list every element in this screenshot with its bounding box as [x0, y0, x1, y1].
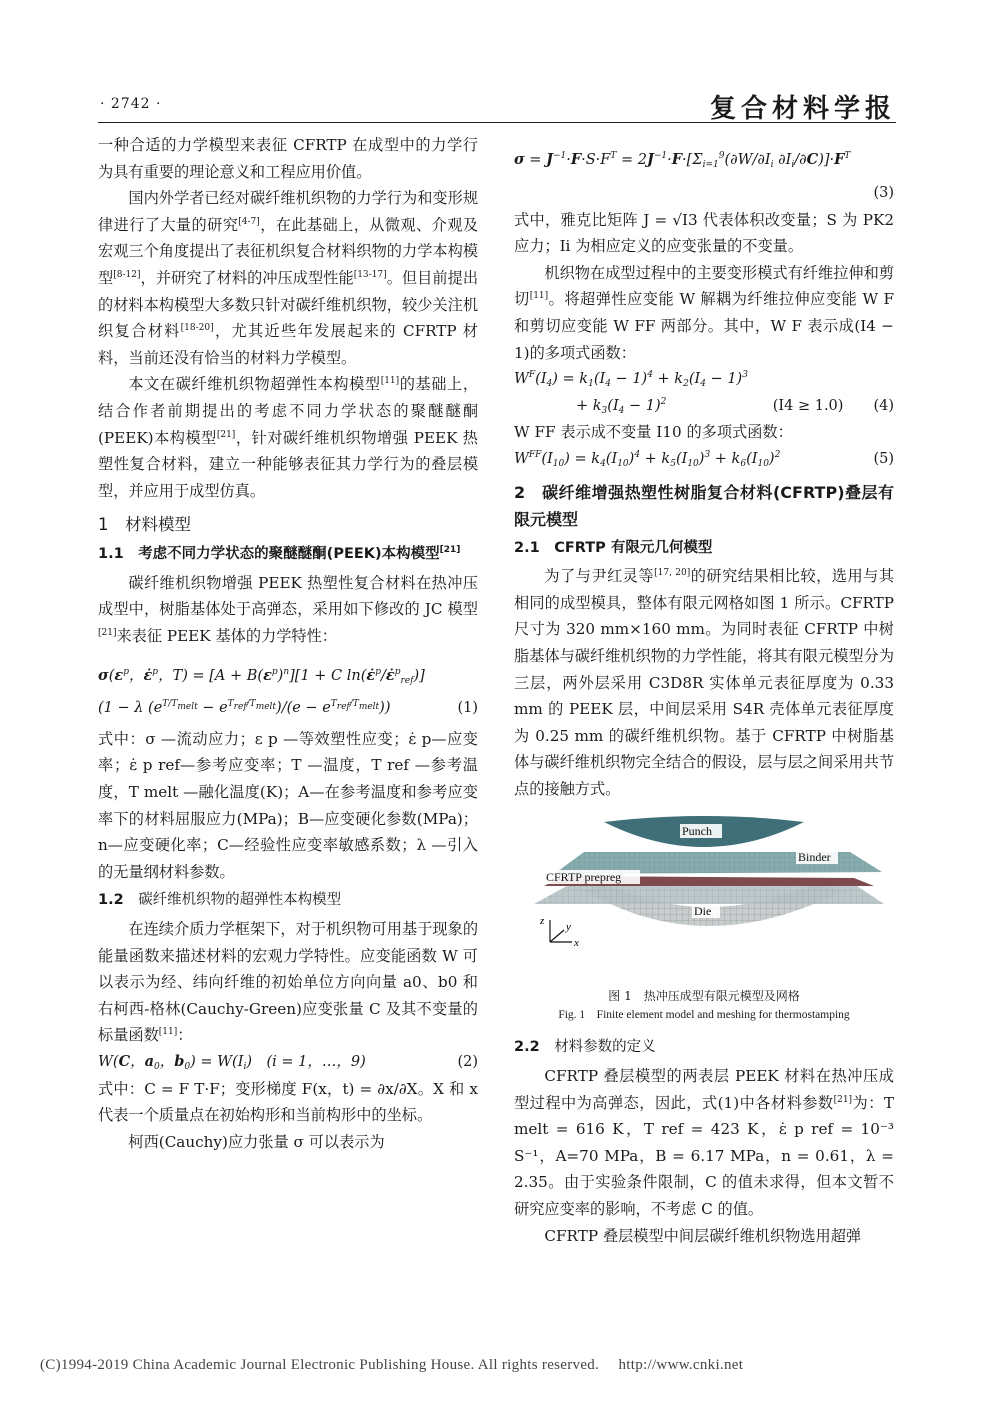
axis-z-label: z	[540, 915, 545, 928]
copyright-footer: (C)1994-2019 China Academic Journal Electronic Publishing House. All rights reserved. http://www.cnki.net	[40, 1357, 744, 1373]
label-binder: Binder	[798, 850, 831, 865]
equation-4: $W^F(I_4) = k_1(I_4 - 1)^4 + k_2(I_4 - 1)^3$ + $k_3(I_4 - 1)^2$ (I4 ≥ 1.0) (4)	[514, 370, 894, 416]
figure-1-caption-cn: 图 1 热冲压成型有限元模型及网格	[608, 989, 800, 1004]
right-column	[514, 132, 894, 1249]
equation-5: $W^{FF}(I_{10}) = k_4(I_{10})^4 + k_5(I_{10})^3 + k_6(I_{10})^2$ (5)	[514, 450, 894, 469]
axis-y-label: y	[566, 921, 571, 934]
left-column	[98, 132, 478, 1155]
paragraph-fe-geometry: 为了与尹红灵等[17, 20]的研究结果相比较，选用与其相同的成型模具，整体有限元网格如图 1 所示。CFRTP 尺寸为 320 mm×160 mm。为同时表征 CFRTP 中树脂基体与碳纤维机织物的力学性能，将其有限元模型分为三层，两外层采用 C3D8R 实体单元表征厚度为 0.33 mm 的 PEEK 层，中间层采用 S4R 壳体单元表征厚度为 0.25 mm 的碳纤维机织物。基于 CFRTP 中树脂基体与碳纤维机织物完全结合的假设，层与层之间采用共节点的接触方式。	[514, 567, 895, 798]
header-rule	[98, 122, 896, 123]
paragraph-eq1-symbols: 式中：σ —流动应力；ε p —等效塑性应变；ε̇ p—应变率；ε̇ p ref—参考应变率；T —温度，T ref —参考温度，T melt —融化温度(K)；A—在参考温度和参考应变率下的材料屈服应力(MPa)；B—应变硬化参数(MPa)；n—应变硬化率；C—经验性应变率敏感系数；λ —引入的无量纲材料参数。	[98, 729, 478, 881]
journal-title: 复合材料学报	[709, 94, 896, 124]
paragraph-eq3-symbols: 式中，雅克比矩阵 J = √I3 代表体积改变量；S 为 PK2 应力；Ii 为相应定义的应变张量的不变量。	[514, 210, 894, 256]
page-number: · 2742 ·	[100, 96, 162, 112]
subsection-1-1-heading: 1.1 考虑不同力学状态的聚醚醚酮(PEEK)本构模型[21]	[98, 544, 461, 562]
section-1-heading: 1 材料模型	[98, 515, 191, 535]
subsection-2-2-heading: 2.2 材料参数的定义	[514, 1039, 656, 1056]
label-punch: Punch	[682, 824, 712, 839]
label-die: Die	[694, 904, 712, 919]
equation-2: W(C，$a_0$，$b_0) = W(I_i)$ (i = 1，…，9) (2)	[98, 1053, 478, 1072]
paragraph-cauchy: 柯西(Cauchy)应力张量 σ 可以表示为	[128, 1132, 385, 1151]
paragraph-peek-params: CFRTP 叠层模型的两表层 PEEK 材料在热冲压成型过程中为高弹态，因此，式(1)中各材料参数[21]为：T melt = 616 K，T ref = 423 K，ε̇ p ref = 10⁻³ S⁻¹，A=70 MPa，B = 6.17 MPa，n = 0.61，λ = 2.35。由于实验条件限制，C 的值未求得，但本文暂不研究应变率的影响，不考虑 C 的值。	[514, 1067, 894, 1219]
figure-1	[514, 812, 894, 982]
fe-model-illustration	[514, 812, 894, 982]
paragraph-literature: 国内外学者已经对碳纤维机织物的力学行为和变形规律进行了大量的研究[4-7]，在此基础上，从微观、介观及宏观三个角度提出了表征机织复合材料织物的力学本构模型[8-12]，并研究了材料的冲压成型性能[13-17]。但目前提出的材料本构模型大多数只针对碳纤维机织物，较少关注机织复合材料[18-20]，尤其近些年发展起来的 CFRTP 材料，当前还没有恰当的材料力学模型。	[98, 189, 479, 367]
label-prepreg: CFRTP prepreg	[546, 870, 622, 885]
figure-1-caption-en: Fig. 1 Finite element model and meshing for thermostamping	[558, 1009, 850, 1022]
paragraph-jc-model: 碳纤维机织物增强 PEEK 热塑性复合材料在热冲压成型中，树脂基体处于高弹态，采用如下修改的 JC 模型[21]来表征 PEEK 基体的力学特性：	[98, 573, 478, 645]
axis-x-label: x	[574, 937, 579, 950]
paragraph-objective: 本文在碳纤维机织物超弹性本构模型[11]的基础上，结合作者前期提出的考虑不同力学状态的聚醚醚酮(PEEK)本构模型[21]，针对碳纤维机织物增强 PEEK 热塑性复合材料，建立一种能够表征其力学行为的叠层模型，并应用于成型仿真。	[98, 375, 479, 500]
equation-3: $\sigma = J^{-1}\cdot F\cdot S\cdot F^T = 2J^{-1}\cdot F\cdot[\Sigma_{i=1}^9(\partial W/\partial I_i$ $\partial I_i/\partial C)]\cdot F^T$ (3)	[514, 151, 894, 201]
paragraph-hyperelastic: 在连续介质力学框架下，对于机织物可用基于现象的能量函数来描述材料的宏观力学特性。应变能函数 W 可以表示为经、纬向纤维的初始单位方向向量 a0、b0 和右柯西-格林(Cauchy-Green)应变张量 C 及其不变量的标量函数[11]：	[98, 920, 478, 1045]
section-2-heading: 2 碳纤维增强热塑性树脂复合材料(CFRTP)叠层有限元模型	[514, 482, 894, 529]
paragraph-fabric-params: CFRTP 叠层模型中间层碳纤维机织物选用超弹	[544, 1226, 862, 1245]
subsection-2-1-heading: 2.1 CFRTP 有限元几何模型	[514, 539, 713, 556]
paragraph-intro-end: 一种合适的力学模型来表征 CFRTP 在成型中的力学行为具有重要的理论意义和工程应用价值。	[98, 136, 478, 181]
subsection-1-2-heading: 1.2 碳纤维机织物的超弹性本构模型	[98, 892, 342, 909]
paragraph-eq5-intro: W FF 表示成不变量 I10 的多项式函数：	[514, 423, 793, 442]
equation-1: $\sigma(\varepsilon^p$，ε̇$^p$，$T) = [A + B(\varepsilon^p)^n][1 + C$ ln(ε̇$^p$/ε̇$^p_{ref}$)] (1 − λ $(e^{T/T_{melt}} - e^{T_{ref}/T_{melt}})/(e - e^{T_{ref}/T_{melt}})$) (1)	[98, 667, 478, 717]
paragraph-eq2-symbols: 式中：C = F T·F；变形梯度 F(x，t) = ∂x/∂X。X 和 x 代表一个质量点在初始构形和当前构形中的坐标。	[98, 1079, 478, 1125]
paragraph-deformation-modes: 机织物在成型过程中的主要变形模式有纤维拉伸和剪切[11]。将超弹性应变能 W 解耦为纤维拉伸应变能 W F 和剪切应变能 W FF 两部分。其中，W F 表示成(I4 − 1)的多项式函数：	[514, 263, 894, 362]
